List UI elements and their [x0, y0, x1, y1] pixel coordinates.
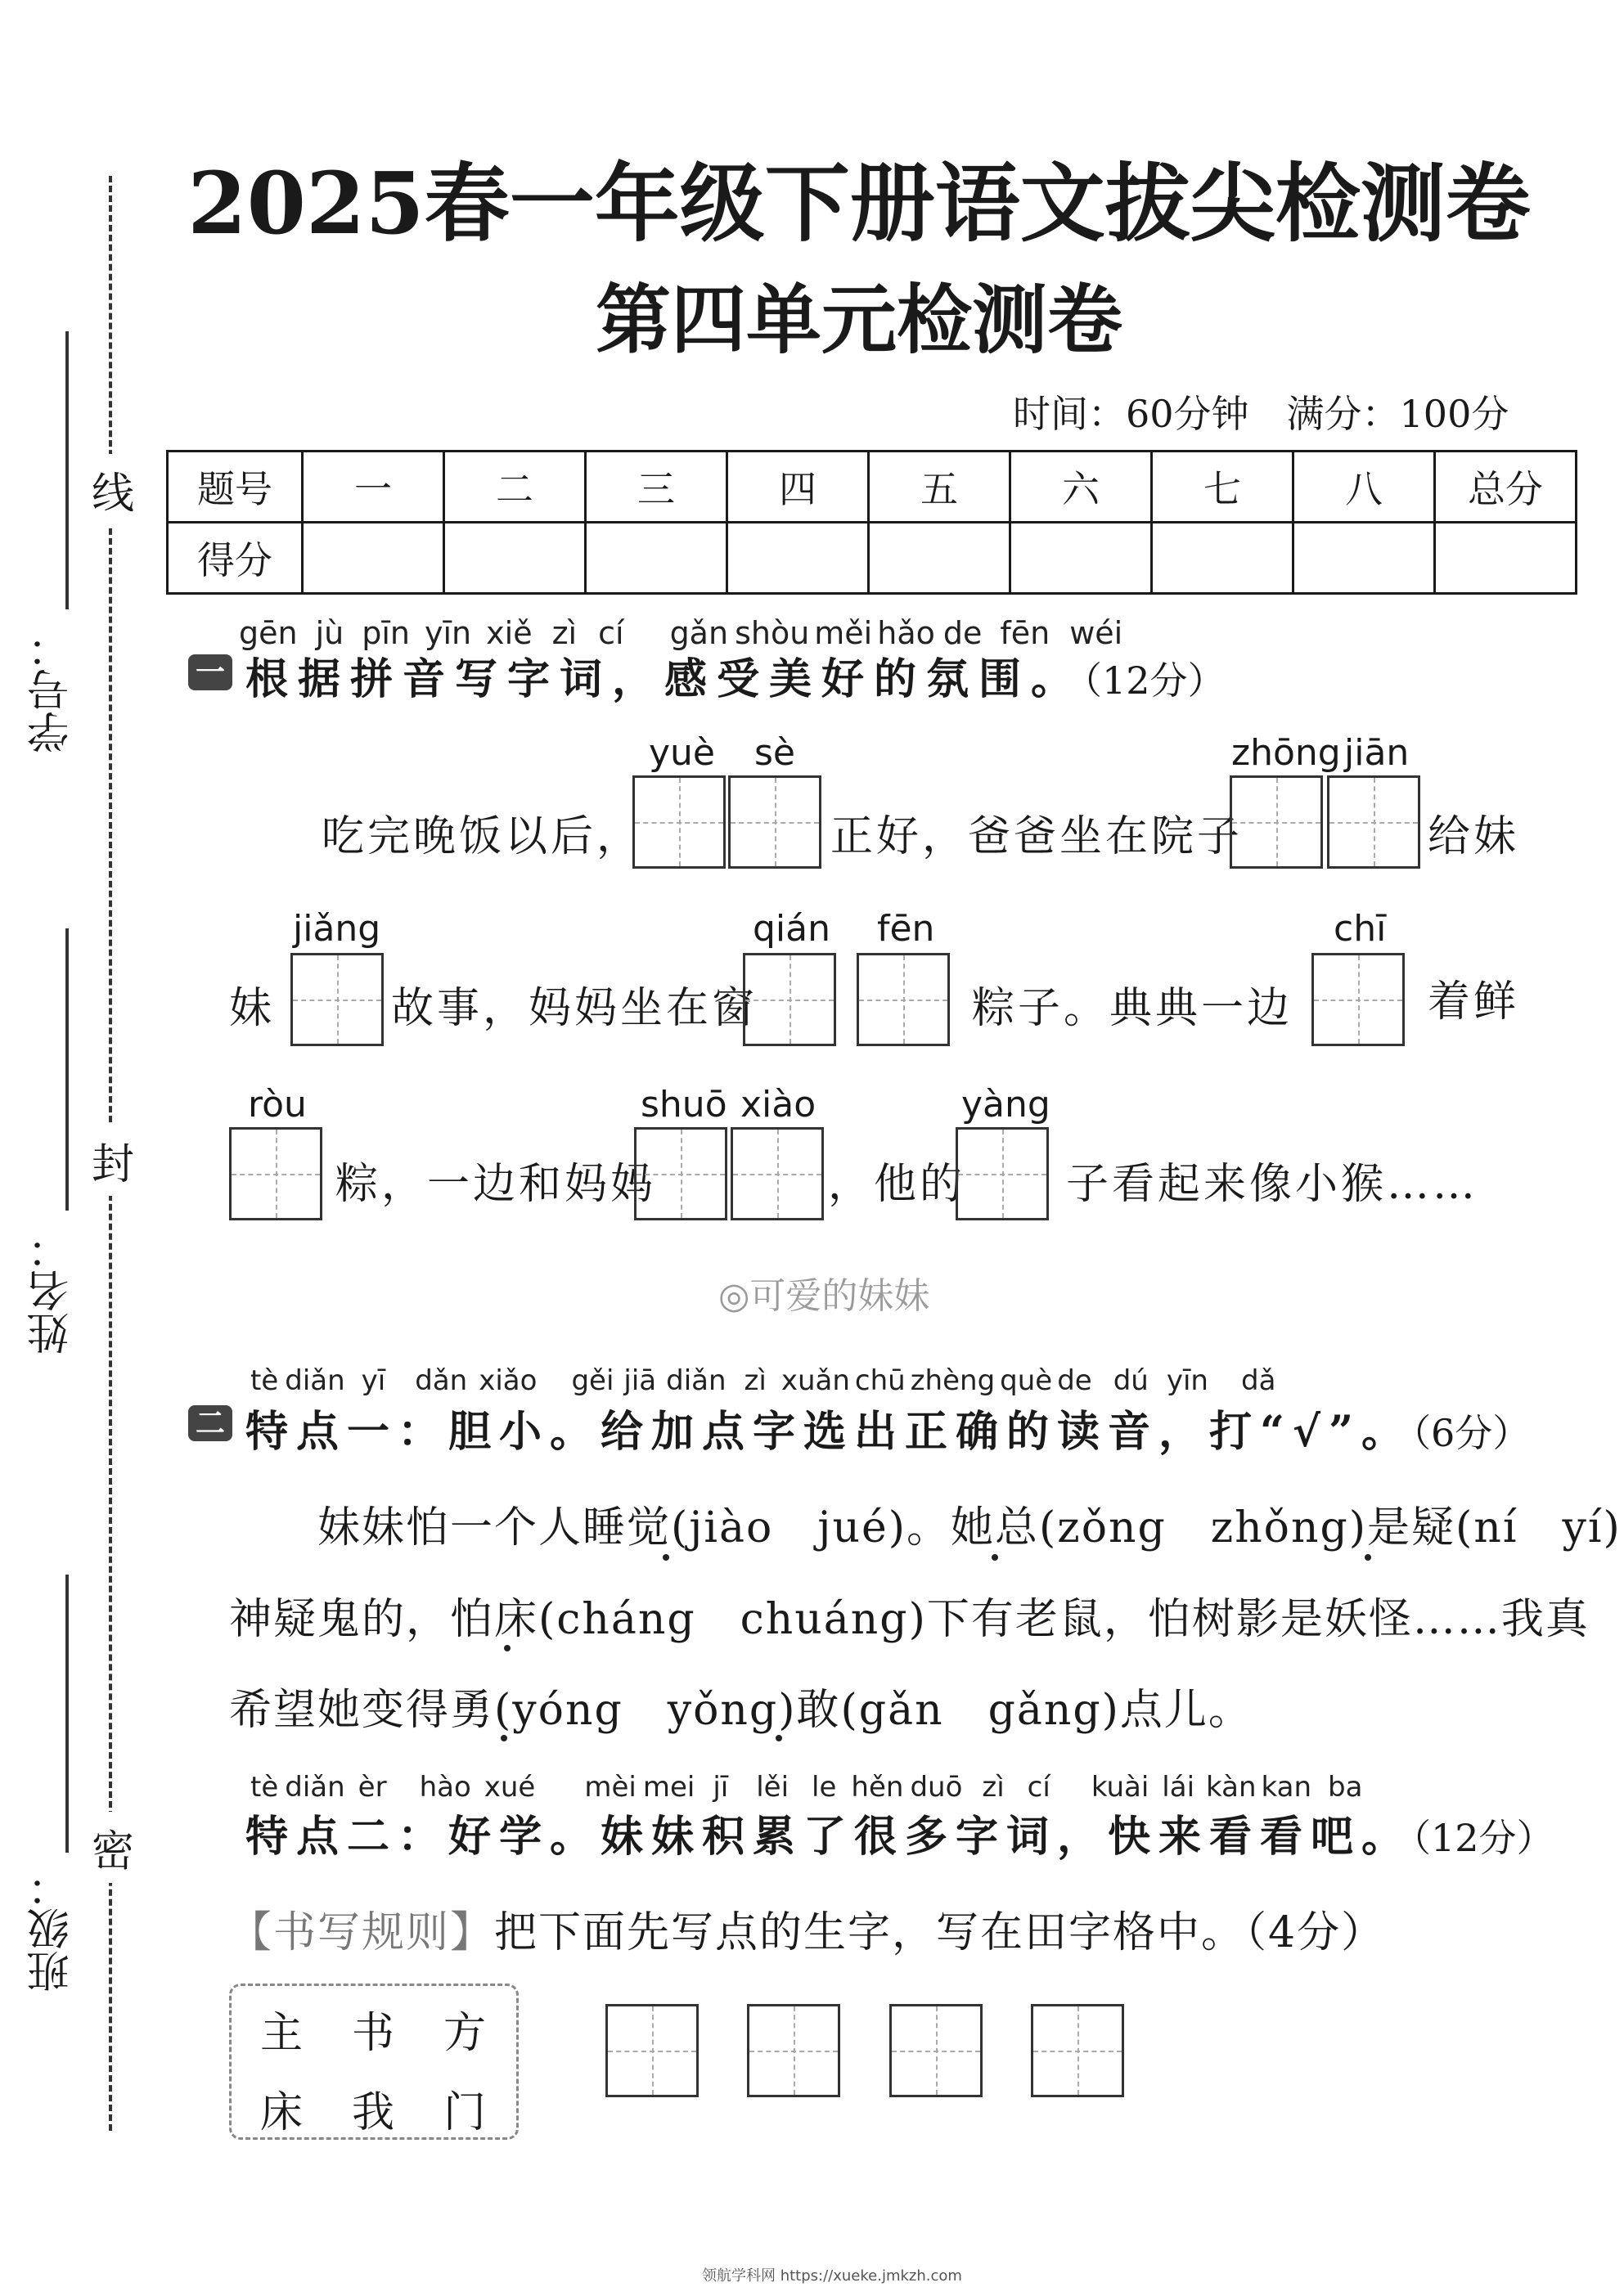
pinyin-syllable: dú — [1113, 1364, 1149, 1397]
pinyin-syllable: lái — [1162, 1771, 1195, 1804]
section2-line2: 神疑鬼的，怕床(cháng chuáng)下有老鼠，怕树影是妖怪……我真 — [229, 1595, 1590, 1644]
pinyin-syllable: pīn — [362, 615, 411, 651]
pinyin-yue: yuè — [649, 732, 715, 774]
section3-heading — [245, 1802, 1554, 1863]
pinyin-syllable: mei — [642, 1771, 695, 1804]
score-input[interactable] — [586, 523, 727, 594]
pinyin-syllable: jù — [315, 615, 344, 651]
pinyin-syllable: dǎ — [1240, 1364, 1276, 1397]
section2-badge: 二 — [188, 1405, 232, 1441]
bank-character: 方 — [443, 2009, 487, 2058]
section1-heading-text: 根据拼音写字词，感受美好的氛围。 — [245, 654, 1084, 704]
pinyin-syllable: duō — [910, 1771, 963, 1804]
pinyin-syllable: yī — [361, 1364, 386, 1397]
pinyin-syllable: lěi — [756, 1771, 790, 1804]
bank-character: 门 — [443, 2088, 487, 2137]
section3-score: （12分） — [1412, 1816, 1554, 1860]
pinyin-yang: yàng — [961, 1084, 1050, 1126]
score-value-row — [168, 523, 1577, 594]
writing-grid[interactable] — [229, 1127, 322, 1220]
pinyin-syllable: de — [942, 615, 983, 651]
score-col-3: 三 — [586, 452, 727, 523]
writing-rule-text: 把下面先写点的生字，写在田字格中。（4分） — [494, 1908, 1386, 1957]
writing-rule-instruction — [229, 1898, 1385, 1959]
pinyin-syllable: xuǎn — [781, 1364, 850, 1397]
section2-score: （6分） — [1412, 1411, 1531, 1455]
pinyin-syllable: gǎn — [669, 615, 729, 651]
writing-grid[interactable] — [634, 1127, 727, 1220]
pinyin-jian: jiān — [1344, 732, 1410, 774]
emphasis-dot — [504, 1645, 511, 1651]
emphasis-dot — [1365, 1554, 1371, 1561]
pinyin-syllable: hào — [419, 1771, 471, 1804]
bank-character: 我 — [352, 2088, 395, 2137]
pinyin-syllable: cí — [598, 615, 624, 651]
bank-character: 主 — [260, 2009, 304, 2058]
answer-grid[interactable] — [889, 2004, 983, 2097]
pinyin-syllable: diǎn — [285, 1771, 345, 1804]
class-label: 班级： — [28, 1865, 77, 1993]
writing-grid[interactable] — [290, 953, 384, 1046]
writing-rule-tag: 【书写规则】 — [229, 1908, 495, 1957]
section2-pinyin — [250, 1364, 1275, 1397]
pinyin-syllable: zì — [982, 1771, 1005, 1804]
passage-text: 故事，妈妈坐在窗 — [391, 984, 758, 1033]
score-input[interactable] — [1435, 523, 1577, 594]
answer-grid[interactable] — [605, 2004, 699, 2097]
pinyin-chi: chī — [1334, 908, 1387, 950]
pinyin-syllable: zhèng — [910, 1364, 996, 1397]
pinyin-syllable: mèi — [584, 1771, 637, 1804]
character-bank-row1 — [260, 1998, 486, 2060]
pinyin-syllable: xiě — [486, 615, 533, 651]
passage-text: 吃完晚饭以后， — [322, 812, 643, 861]
passage-text: 给妹 — [1428, 812, 1520, 861]
score-input[interactable] — [1293, 523, 1435, 594]
score-cell-label: 题号 — [168, 452, 303, 523]
pinyin-shuo: shuō — [641, 1084, 727, 1126]
image-caption: ◎可爱的妹妹 — [718, 1275, 930, 1317]
pinyin-syllable: shòu — [735, 615, 810, 651]
pinyin-syllable: gěi — [571, 1364, 614, 1397]
writing-grid[interactable] — [1311, 953, 1405, 1046]
secret-mark: 密 — [92, 1812, 134, 1883]
pinyin-syllable: zì — [551, 615, 578, 651]
score-col-2: 二 — [444, 452, 586, 523]
section1-score: （12分） — [1083, 658, 1226, 703]
score-input[interactable] — [1010, 523, 1152, 594]
pinyin-qian: qián — [753, 908, 831, 950]
answer-grid[interactable] — [747, 2004, 840, 2097]
section2-heading-text: 特点一：胆小。给加点字选出正确的读音，打“√”。 — [245, 1407, 1412, 1457]
pinyin-syllable: diǎn — [666, 1364, 727, 1397]
score-header-row — [168, 452, 1577, 523]
exam-info: 时间：60分钟 满分：100分 — [1013, 392, 1509, 436]
score-col-7: 七 — [1152, 452, 1293, 523]
pinyin-syllable: měi — [814, 615, 873, 651]
pinyin-syllable: chū — [854, 1364, 906, 1397]
score-input[interactable] — [444, 523, 586, 594]
bank-character: 床 — [260, 2088, 304, 2137]
pinyin-syllable: de — [1057, 1364, 1092, 1397]
pinyin-se: sè — [754, 732, 795, 774]
section1-heading — [245, 645, 1226, 706]
writing-grid[interactable] — [857, 953, 950, 1046]
pinyin-syllable: le — [812, 1771, 837, 1804]
student-id-label: 学号： — [28, 626, 77, 753]
score-col-1: 一 — [303, 452, 444, 523]
score-col-6: 六 — [1010, 452, 1152, 523]
footer-source: 领航学科网 https://xueke.jmkzh.com — [702, 2267, 962, 2285]
pinyin-syllable: xiǎo — [479, 1364, 538, 1397]
name-label: 姓名： — [28, 1227, 77, 1355]
section2-line1: 妹妹怕一个人睡觉(jiào jué)。她总(zǒng zhǒng)是疑(ní yí) — [317, 1503, 1622, 1552]
score-input[interactable] — [1152, 523, 1293, 594]
pinyin-syllable: què — [1000, 1364, 1053, 1397]
section3-pinyin — [250, 1771, 1362, 1804]
section3-heading-text: 特点二：好学。妹妹积累了很多字词，快来看看吧。 — [245, 1812, 1413, 1862]
score-row-label: 得分 — [168, 523, 303, 594]
emphasis-dot — [663, 1554, 669, 1561]
passage-text: 子看起来像小猴…… — [1066, 1160, 1479, 1209]
passage-text: 粽子。典典一边 — [972, 984, 1293, 1033]
passage-text: 粽，一边和妈妈 — [335, 1160, 657, 1209]
passage-text: 妹 — [229, 984, 276, 1033]
pinyin-syllable: kàn — [1206, 1771, 1257, 1804]
emphasis-dot — [776, 1735, 782, 1741]
pinyin-syllable: hěn — [851, 1771, 904, 1804]
pinyin-xiao: xiào — [740, 1084, 816, 1126]
score-input[interactable] — [869, 523, 1010, 594]
pinyin-zhong: zhōng — [1231, 732, 1341, 774]
pinyin-syllable: gēn — [239, 615, 298, 651]
score-col-8: 八 — [1293, 452, 1435, 523]
pinyin-syllable: fēn — [1000, 615, 1050, 651]
writing-grid[interactable] — [731, 1127, 824, 1220]
pinyin-syllable: dǎn — [415, 1364, 468, 1397]
pinyin-syllable: tè — [250, 1364, 279, 1397]
passage-text: 正好，爸爸坐在院子 — [830, 812, 1244, 861]
pinyin-syllable: jiā — [623, 1364, 657, 1397]
score-col-total: 总分 — [1435, 452, 1577, 523]
pinyin-syllable: jī — [713, 1771, 729, 1804]
pinyin-syllable: xué — [484, 1771, 536, 1804]
pinyin-syllable: yīn — [425, 615, 472, 651]
pinyin-syllable: hǎo — [877, 615, 935, 651]
score-col-5: 五 — [869, 452, 1010, 523]
writing-grid[interactable] — [728, 775, 821, 869]
pinyin-syllable: èr — [358, 1771, 387, 1804]
score-table — [166, 450, 1577, 595]
character-bank-row2 — [260, 2078, 486, 2139]
answer-grid[interactable] — [1031, 2004, 1124, 2097]
pinyin-syllable: zì — [744, 1364, 767, 1397]
page-subtitle: 第四单元检测卷 — [595, 276, 1122, 364]
bank-character: 书 — [352, 2009, 395, 2058]
pinyin-syllable: kan — [1261, 1771, 1311, 1804]
pinyin-syllable: ba — [1328, 1771, 1363, 1804]
line-mark: 线 — [92, 454, 134, 525]
name-line — [65, 928, 69, 1211]
pinyin-syllable: diǎn — [285, 1364, 345, 1397]
emphasis-dot — [992, 1554, 998, 1561]
score-col-4: 四 — [727, 452, 869, 523]
pinyin-syllable: wéi — [1069, 615, 1123, 651]
pinyin-rou: ròu — [248, 1084, 307, 1126]
student-id-line — [65, 331, 69, 609]
section1-badge: 一 — [188, 654, 232, 690]
emphasis-dot — [501, 1735, 507, 1741]
writing-grid[interactable] — [1327, 775, 1420, 869]
passage-text: ，他的 — [828, 1160, 966, 1209]
pinyin-syllable: tè — [250, 1771, 279, 1804]
passage-text: 着鲜 — [1428, 977, 1520, 1027]
writing-grid[interactable] — [956, 1127, 1049, 1220]
score-input[interactable] — [727, 523, 869, 594]
section2-heading — [245, 1397, 1530, 1458]
pinyin-syllable: yīn — [1166, 1364, 1208, 1397]
pinyin-syllable: kuài — [1091, 1771, 1149, 1804]
section2-line3: 希望她变得勇(yóng yǒng)敢(gǎn gǎng)点儿。 — [229, 1686, 1253, 1735]
pinyin-syllable: cí — [1027, 1771, 1050, 1804]
page-title: 2025春一年级下册语文拔尖检测卷 — [187, 153, 1531, 254]
writing-grid[interactable] — [743, 953, 836, 1046]
seal-mark: 封 — [92, 1125, 134, 1196]
class-line — [65, 1575, 69, 1853]
pinyin-fen: fēn — [877, 908, 935, 950]
writing-grid[interactable] — [1230, 775, 1323, 869]
pinyin-jiang: jiǎng — [293, 908, 381, 950]
writing-grid[interactable] — [632, 775, 726, 869]
score-input[interactable] — [303, 523, 444, 594]
